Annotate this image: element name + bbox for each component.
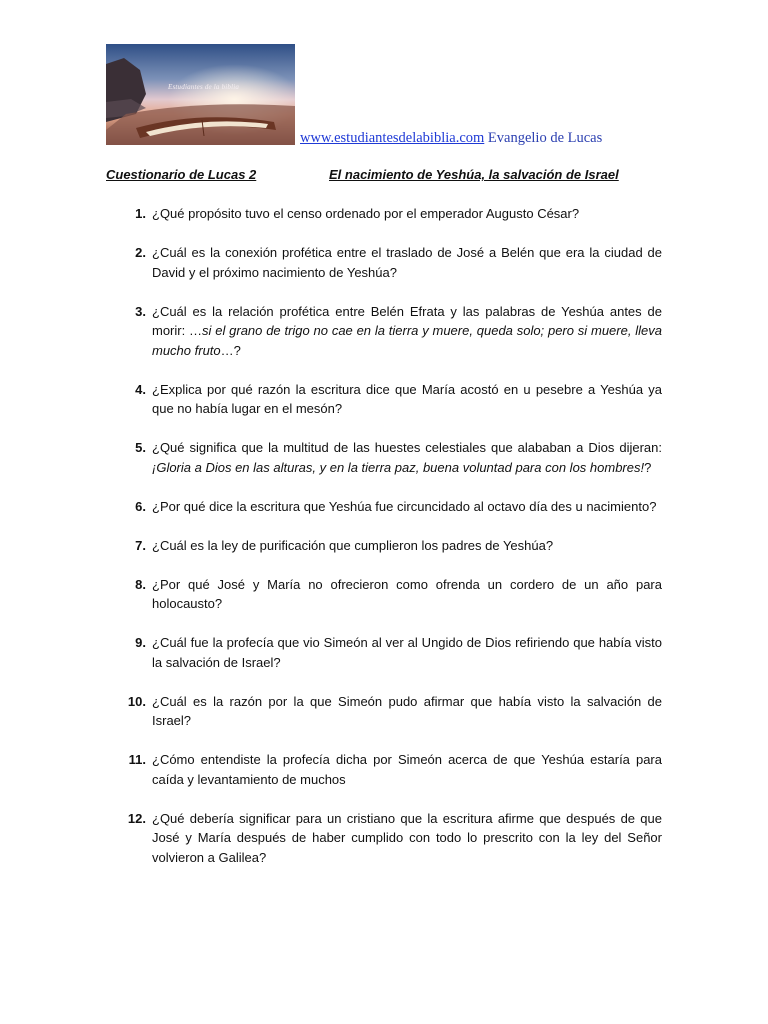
chapter-subtitle: El nacimiento de Yeshúa, la salvación de Israel xyxy=(329,167,619,182)
question-number: 1. xyxy=(135,206,146,221)
question-item-6 xyxy=(106,497,662,517)
question-text: ¿Cuál es la razón por la que Simeón pudo afirmar que había visto la salvación de Israel? xyxy=(152,693,662,728)
website-link[interactable]: www.estudiantesdelabiblia.com xyxy=(300,130,485,146)
question-number: 8. xyxy=(135,576,146,592)
question-item-5 xyxy=(106,438,662,477)
question-item-7 xyxy=(106,536,662,556)
question-item-10 xyxy=(106,692,662,731)
question-list xyxy=(106,204,662,887)
question-text: ¿Qué debería significar para un cristiano que la escritura afirme que después de que José y María después de haber cumplido con todo lo prescrito con la ley del Señor volvieron a Galilea? xyxy=(152,810,662,865)
question-text: ¿Qué propósito tuvo el censo ordenado por el emperador Augusto César? xyxy=(152,206,580,221)
question-number: 11. xyxy=(128,752,146,767)
question-number: 2. xyxy=(135,245,146,260)
question-item-12 xyxy=(106,809,662,868)
question-text-lead: ¿Cuál es la relación profética entre Belén Efrata y las palabras de Yeshúa antes de morir: … xyxy=(152,303,662,338)
question-item-2 xyxy=(106,243,662,282)
question-text: ¿Cuál fue la profecía que vio Simeón al ver al Ungido de Dios refiriendo que había visto la salvación de Israel? xyxy=(152,635,662,670)
question-item-8 xyxy=(106,575,662,614)
question-text-tail: ? xyxy=(644,459,652,475)
question-number: 4. xyxy=(135,381,146,397)
book-label: Evangelio de Lucas xyxy=(487,130,603,146)
questionnaire-title: Cuestionario de Lucas 2 xyxy=(106,167,257,182)
question-item-4 xyxy=(106,380,662,419)
banner-caption: Estudiantes de la biblia xyxy=(168,83,240,91)
question-item-9 xyxy=(106,633,662,672)
question-text: ¿Cuál es la ley de purificación que cumplieron los padres de Yeshúa? xyxy=(152,537,554,553)
sunset-bible-illustration xyxy=(106,44,295,145)
question-number: 7. xyxy=(135,537,146,553)
question-item-3 xyxy=(106,302,662,361)
question-text xyxy=(152,438,662,477)
question-text: ¿Por qué José y María no ofrecieron como ofrenda un cordero de un año para holocausto? xyxy=(152,576,662,611)
question-number: 3. xyxy=(135,303,146,319)
question-number: 6. xyxy=(135,498,146,514)
question-text xyxy=(152,302,662,361)
question-number: 12. xyxy=(127,810,146,826)
question-text: ¿Explica por qué razón la escritura dice que María acostó en u pesebre a Yeshúa ya que no había lugar en el mesón? xyxy=(152,381,662,416)
site-header-line xyxy=(300,130,602,147)
question-number: 10. xyxy=(127,693,146,709)
question-item-11 xyxy=(106,750,662,789)
question-text-lead: ¿Qué significa que la multitud de las huestes celestiales que alababan a Dios dijeran: xyxy=(152,440,662,455)
question-text: ¿Por qué dice la escritura que Yeshúa fue circuncidado al octavo día des u nacimiento? xyxy=(152,498,657,514)
question-text-tail: …? xyxy=(220,342,241,358)
scripture-quote: ¡Gloria a Dios en las alturas, y en la tierra paz, buena voluntad para con los hombres! xyxy=(152,459,645,475)
question-text: ¿Cuál es la conexión profética entre el traslado de José a Belén que era la ciudad de David y el próximo nacimiento de Yeshúa? xyxy=(152,245,662,280)
question-item-1 xyxy=(106,204,662,224)
question-number: 5. xyxy=(135,440,146,455)
question-text: ¿Cómo entendiste la profecía dicha por Simeón acerca de que Yeshúa estaría para caída y levantamiento de muchos xyxy=(152,752,662,787)
question-number: 9. xyxy=(135,635,146,650)
header-banner-image xyxy=(106,44,295,145)
scripture-quote: si el grano de trigo no cae en la tierra y muere, queda solo; pero si muere, lleva mucho fruto xyxy=(152,323,662,358)
